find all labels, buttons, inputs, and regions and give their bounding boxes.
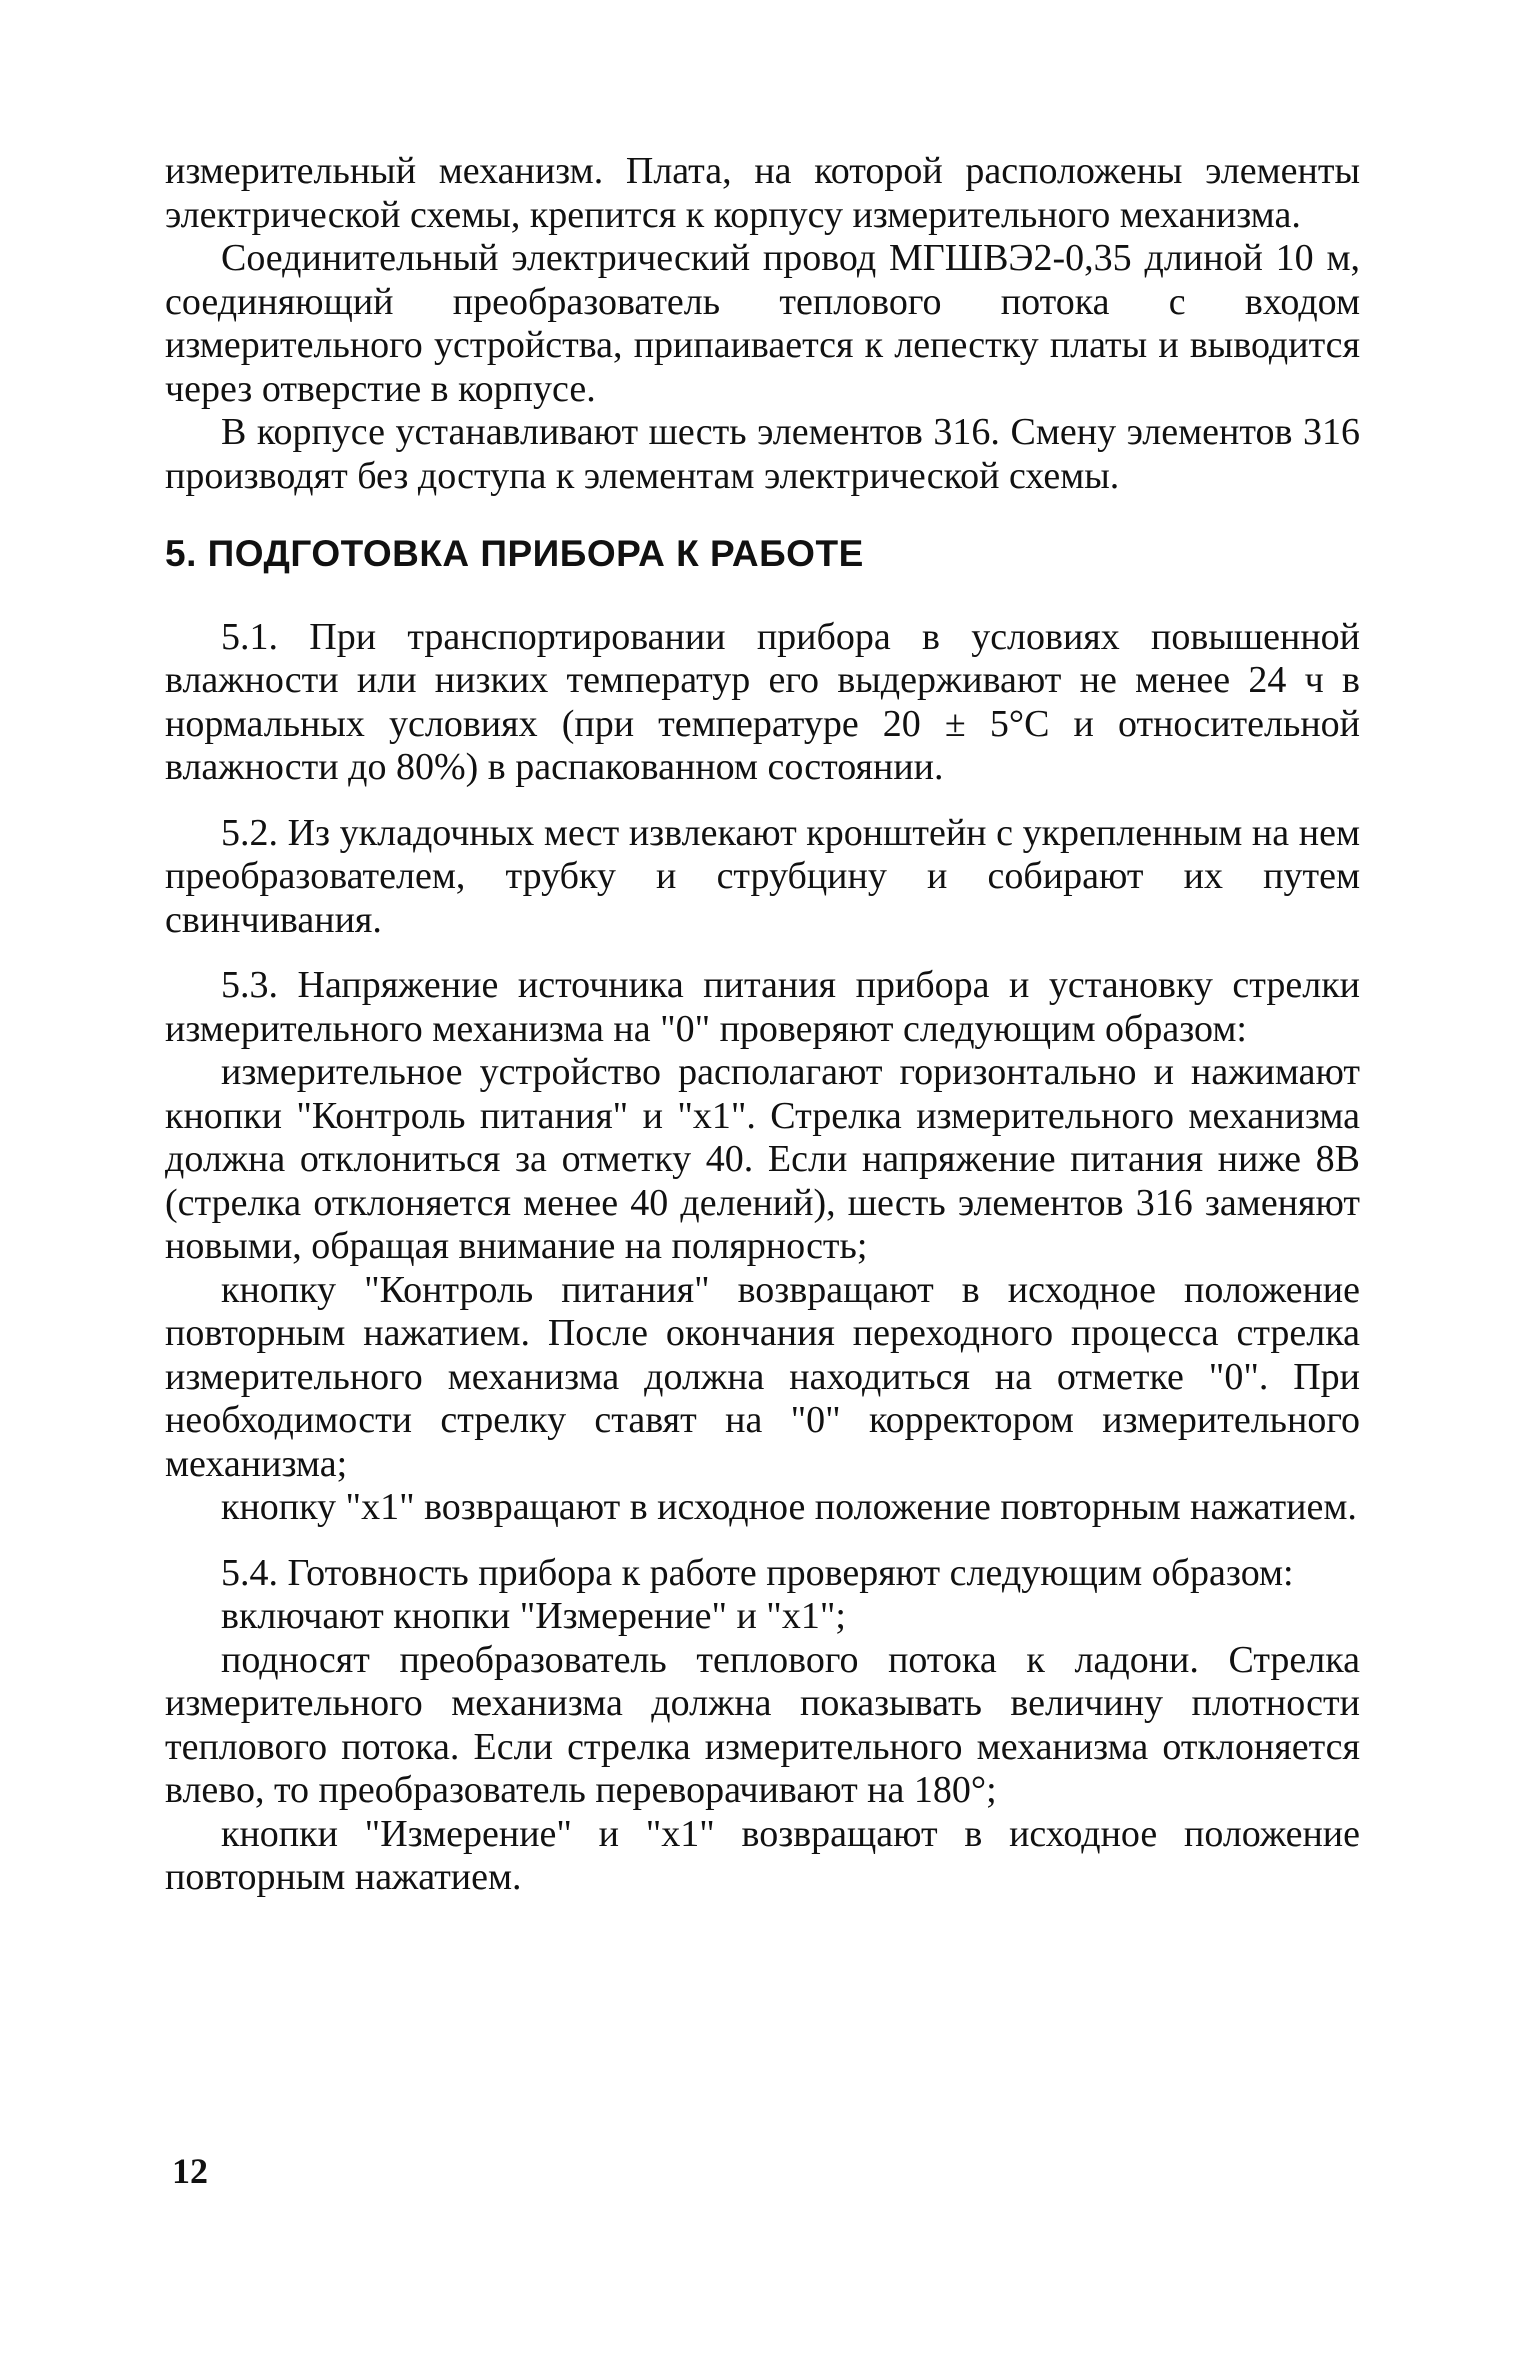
paragraph-elements: В корпусе устанавливают шесть элементов 316. Смену элементов 316 производят без доступа к элементам электрической схемы.: [165, 411, 1360, 497]
list-item-5-4-a: включают кнопки "Измерение" и "x1";: [221, 1595, 846, 1637]
list-item-5-3-a: измерительное устройство располагают горизонтально и нажимают кнопки "Контроль питания" и "x1". Стрелка измерительного механизма должна отклониться за отметку 40. Если напряжение питания ниже 8В (стрелка отклоняется менее 40 делений), шесть элементов 316 заменяют новыми, обращая внимание на полярность;: [165, 1051, 1360, 1267]
list-item-5-3-c: кнопку "x1" возвращают в исходное положение повторным нажатием.: [221, 1486, 1357, 1528]
paragraph-5-4: 5.4. Готовность прибора к работе проверяют следующим образом:: [221, 1551, 1294, 1594]
document-page: [165, 150, 1360, 1900]
list-item-5-4-c: кнопки "Измерение" и "x1" возвращают в исходное положение повторным нажатием.: [165, 1812, 1360, 1898]
paragraph-wire: Соединительный электрический провод МГШВЭ2-0,35 длиной 10 м, соединяющий преобразователь теплового потока с входом измерительного устройства, припаивается к лепестку платы и выводится через отверстие в корпусе.: [165, 237, 1360, 410]
list-item-5-4-b: подносят преобразователь теплового потока к ладони. Стрелка измерительного механизма должна показывать величину плотности теплового потока. Если стрелка измерительного механизма отклоняется влево, то преобразователь переворачивают на 180°;: [165, 1638, 1360, 1811]
section-heading: 5. ПОДГОТОВКА ПРИБОРА К РАБОТЕ: [165, 533, 864, 574]
paragraph-5-1: 5.1. При транспортировании прибора в условиях повышенной влажности или низких температур его выдерживают не менее 24 ч в нормальных условиях (при температуре 20 ± 5°С и относительной влажности до 80%) в распакованном состоянии.: [165, 615, 1360, 788]
page-number: 12: [172, 2151, 208, 2191]
paragraph-continuation: измерительный механизм. Плата, на которой расположены элементы электрической схемы, крепится к корпусу измерительного механизма.: [165, 150, 1360, 236]
list-item-5-3-b: кнопку "Контроль питания" возвращают в исходное положение повторным нажатием. После окончания переходного процесса стрелка измерительного механизма должна находиться на отметке "0". При необходимости стрелку ставят на "0" корректором измерительного механизма;: [165, 1268, 1360, 1485]
paragraph-5-2: 5.2. Из укладочных мест извлекают кронштейн с укрепленным на нем преобразователем, трубку и струбцину и собирают их путем свинчивания.: [165, 811, 1360, 941]
paragraph-5-3: 5.3. Напряжение источника питания прибора и установку стрелки измерительного механизма на "0" проверяют следующим образом:: [165, 964, 1360, 1050]
